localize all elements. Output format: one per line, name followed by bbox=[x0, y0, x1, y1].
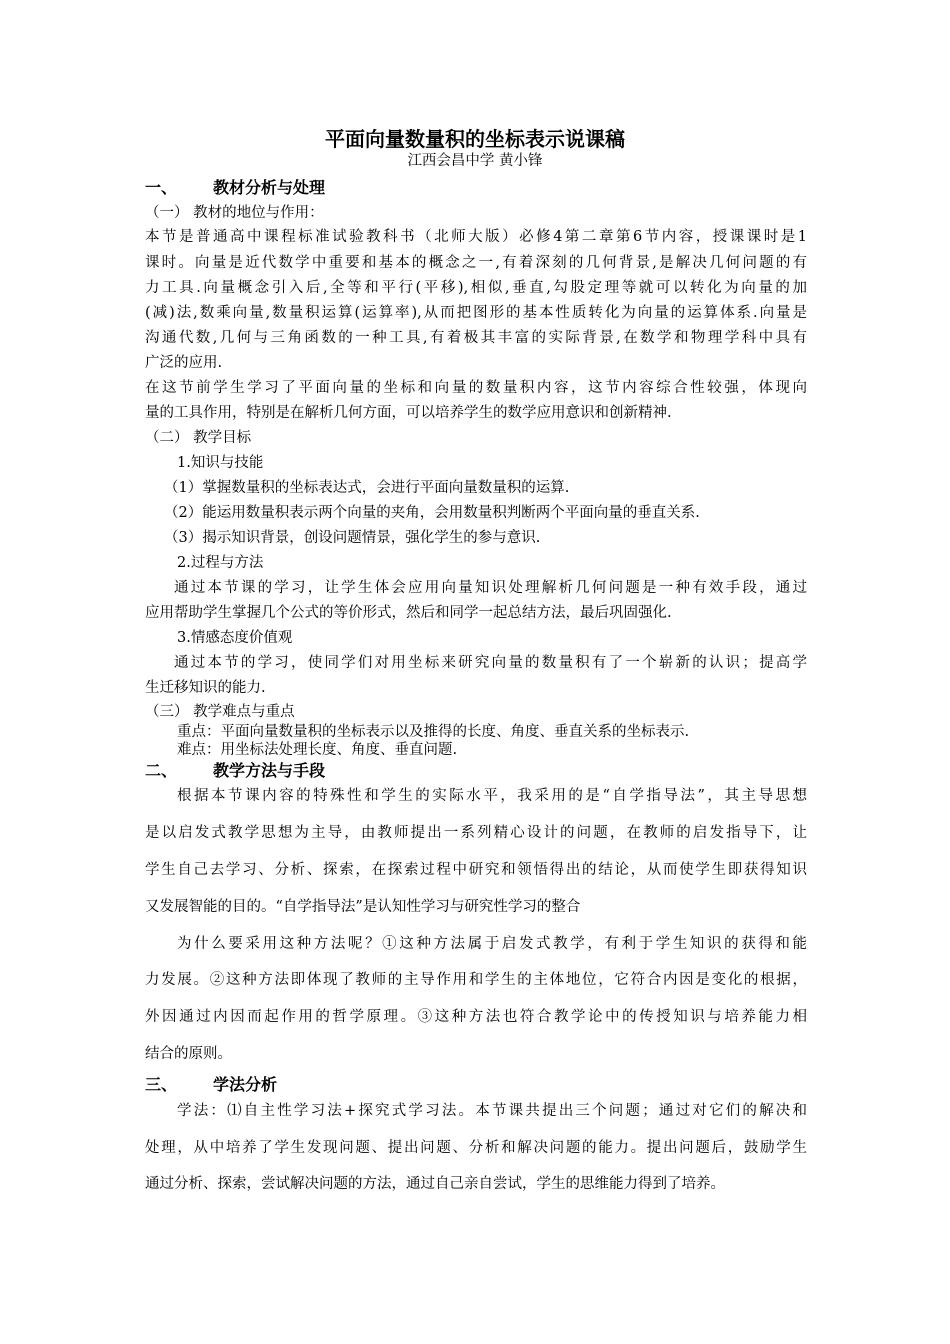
paragraph-line: 本节是普通高中课程标准试验教科书（北师大版）必修4第二章第6节内容，授课课时是1 bbox=[145, 229, 807, 245]
section-number: 三、 bbox=[145, 1075, 178, 1094]
paragraph-line: 量的工具作用，特别是在解析几何方面，可以培养学生的数学应用意识和创新精神. bbox=[145, 405, 672, 421]
paragraph-line: 又发展智能的目的。“自学指导法”是认知性学习与研究性学习的整合 bbox=[145, 899, 581, 915]
subsection-heading: （二） 教学目标 bbox=[145, 430, 252, 446]
subsection-heading: （一） 教材的地位与作用： bbox=[145, 205, 324, 221]
paragraph-line: 外因通过内因而起作用的哲学原理。③这种方法也符合教学论中的传授知识与培养能力相 bbox=[145, 1009, 807, 1025]
paragraph-line: 处理，从中培养了学生发现问题、提出问题、分析和解决问题的能力。提出问题后，鼓励学生 bbox=[145, 1140, 807, 1156]
document-title: 平面向量数量积的坐标表示说课稿 bbox=[325, 127, 625, 151]
paragraph-line: 为什么要采用这种方法呢？①这种方法属于启发式教学，有利于学生知识的获得和能 bbox=[177, 936, 807, 952]
goal-item: （3）揭示知识背景，创设问题情景，强化学生的参与意识. bbox=[164, 530, 541, 546]
paragraph-line: 力发展。②这种方法即体现了教师的主导作用和学生的主体地位，它符合内因是变化的根据， bbox=[145, 972, 807, 988]
section-heading-1 bbox=[145, 178, 807, 198]
section-number: 二、 bbox=[145, 761, 178, 780]
paragraph-line: 是以启发式教学思想为主导，由教师提出一系列精心设计的问题，在教师的启发指导下，让 bbox=[145, 825, 807, 841]
section-number: 一、 bbox=[145, 178, 178, 197]
section-title: 教学方法与手段 bbox=[213, 761, 326, 780]
paragraph-line: (减)法,数乘向量,数量积运算(运算率),从而把图形的基本性质转化为向量的运算体系.向量是 bbox=[145, 305, 807, 321]
paragraph-line: 结合的原则。 bbox=[145, 1046, 232, 1062]
paragraph-line: 通过本节课的学习，让学生体会应用向量知识处理解析几何问题是一种有效手段，通过 bbox=[174, 580, 807, 596]
difficulty-point: 难点：用坐标法处理长度、角度、垂直问题. bbox=[177, 742, 458, 758]
paragraph-line: 广泛的应用. bbox=[145, 355, 223, 371]
goal-title: 3.情感态度价值观 bbox=[177, 630, 293, 646]
goal-title: 2.过程与方法 bbox=[177, 555, 264, 571]
goal-item: （2）能运用数量积表示两个向量的夹角，会用数量积判断两个平面向量的垂直关系. bbox=[164, 505, 700, 521]
paragraph-line: 通过本节的学习，使同学们对用坐标来研究向量的数量积有了一个崭新的认识；提高学 bbox=[174, 655, 807, 671]
key-point: 重点：平面向量数量积的坐标表示以及推得的长度、角度、垂直关系的坐标表示. bbox=[177, 724, 690, 740]
paragraph-line: 通过分析、探索，尝试解决问题的方法，通过自己亲自尝试，学生的思维能力得到了培养。 bbox=[145, 1176, 725, 1192]
paragraph-line: 力工具.向量概念引入后,全等和平行(平移),相似,垂直,勾股定理等就可以转化为向量的加 bbox=[145, 280, 807, 296]
paragraph-line: 学生自己去学习、分析、探索，在探索过程中研究和领悟得出的结论，从而使学生即获得知识 bbox=[145, 862, 807, 878]
section-heading-2 bbox=[145, 761, 807, 781]
paragraph-line: 根据本节课内容的特殊性和学生的实际水平，我采用的是“自学指导法”，其主导思想 bbox=[177, 788, 807, 804]
paragraph-line: 课时。向量是近代数学中重要和基本的概念之一,有着深刻的几何背景,是解决几何问题的有 bbox=[145, 255, 807, 271]
goal-item: （1）掌握数量积的坐标表达式，会进行平面向量数量积的运算. bbox=[164, 480, 570, 496]
goal-title: 1.知识与技能 bbox=[177, 455, 264, 471]
section-title: 教材分析与处理 bbox=[213, 178, 326, 197]
paragraph-line: 在这节前学生学习了平面向量的坐标和向量的数量积内容，这节内容综合性较强，体现向 bbox=[145, 380, 807, 396]
paragraph-line: 生迁移知识的能力. bbox=[145, 680, 266, 696]
section-heading-3 bbox=[145, 1075, 807, 1095]
subsection-heading: （三） 教学难点与重点 bbox=[145, 704, 295, 720]
author-line: 江西会昌中学 黄小锋 bbox=[407, 153, 543, 169]
paragraph-line: 学法：⑴自主性学习法+探究式学习法。本节课共提出三个问题；通过对它们的解决和 bbox=[177, 1103, 807, 1119]
section-title: 学法分析 bbox=[213, 1075, 278, 1094]
paragraph-line: 应用帮助学生掌握几个公式的等价形式，然后和同学一起总结方法，最后巩固强化. bbox=[145, 605, 672, 621]
paragraph-line: 沟通代数,几何与三角函数的一种工具,有着极其丰富的实际背景,在数学和物理学科中具有 bbox=[145, 330, 807, 346]
